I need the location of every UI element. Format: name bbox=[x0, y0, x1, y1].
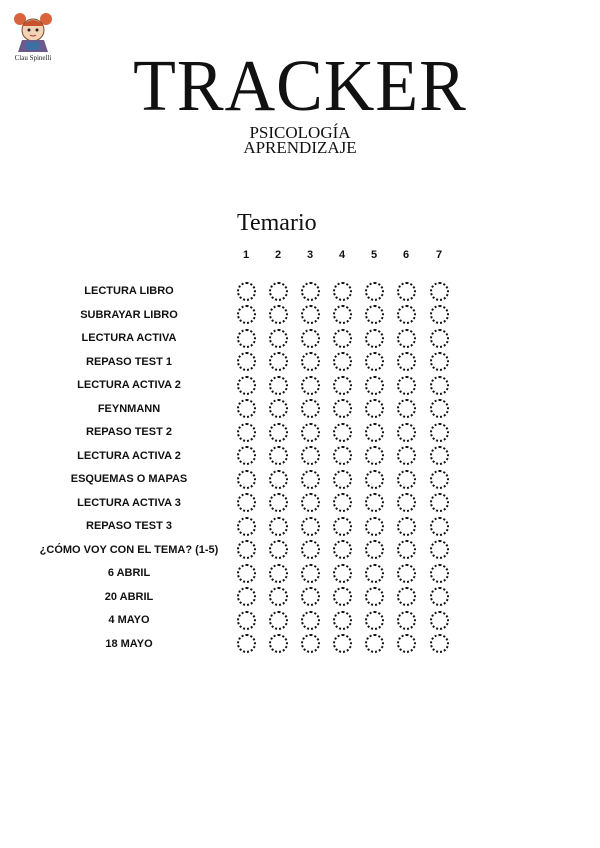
tracker-checkbox[interactable] bbox=[269, 352, 288, 371]
tracker-checkbox[interactable] bbox=[237, 517, 256, 536]
tracker-checkbox[interactable] bbox=[397, 282, 416, 301]
tracker-checkbox[interactable] bbox=[430, 423, 449, 442]
row-label: LECTURA ACTIVA bbox=[81, 332, 177, 344]
tracker-checkbox[interactable] bbox=[430, 352, 449, 371]
tracker-checkbox[interactable] bbox=[333, 634, 352, 653]
tracker-checkbox[interactable] bbox=[301, 470, 320, 489]
tracker-checkbox[interactable] bbox=[269, 399, 288, 418]
column-header: 6 bbox=[402, 249, 410, 261]
tracker-checkbox[interactable] bbox=[237, 470, 256, 489]
tracker-checkbox[interactable] bbox=[365, 517, 384, 536]
tracker-checkbox[interactable] bbox=[430, 399, 449, 418]
row-label: 20 ABRIL bbox=[104, 590, 154, 603]
tracker-checkbox[interactable] bbox=[333, 564, 352, 583]
tracker-checkbox[interactable] bbox=[365, 470, 384, 489]
tracker-checkbox[interactable] bbox=[430, 517, 449, 536]
page-title: TRACKER bbox=[133, 46, 467, 127]
column-header: 2 bbox=[274, 249, 282, 261]
tracker-checkbox[interactable] bbox=[269, 634, 288, 653]
tracker-checkbox[interactable] bbox=[237, 540, 256, 559]
tracker-checkbox[interactable] bbox=[237, 376, 256, 395]
tracker-checkbox[interactable] bbox=[365, 282, 384, 301]
tracker-checkbox[interactable] bbox=[365, 423, 384, 442]
tracker-checkbox[interactable] bbox=[397, 446, 416, 465]
tracker-checkbox[interactable] bbox=[430, 564, 449, 583]
tracker-checkbox[interactable] bbox=[237, 352, 256, 371]
tracker-checkbox[interactable] bbox=[301, 352, 320, 371]
row-label: LECTURA ACTIVA 2 bbox=[77, 449, 181, 462]
tracker-checkbox[interactable] bbox=[237, 493, 256, 512]
row-label: 4 MAYO bbox=[108, 614, 150, 626]
tracker-checkbox[interactable] bbox=[365, 352, 384, 371]
tracker-checkbox[interactable] bbox=[301, 282, 320, 301]
row-label: LECTURA ACTIVA 2 bbox=[77, 379, 181, 391]
tracker-checkbox[interactable] bbox=[333, 329, 352, 348]
tracker-checkbox[interactable] bbox=[430, 493, 449, 512]
tracker-checkbox[interactable] bbox=[430, 376, 449, 395]
tracker-checkbox[interactable] bbox=[397, 423, 416, 442]
tracker-checkbox[interactable] bbox=[237, 587, 256, 606]
tracker-checkbox[interactable] bbox=[269, 564, 288, 583]
section-title: Temario bbox=[237, 210, 317, 236]
tracker-checkbox[interactable] bbox=[397, 376, 416, 395]
tracker-checkbox[interactable] bbox=[430, 282, 449, 301]
tracker-checkbox[interactable] bbox=[333, 423, 352, 442]
tracker-checkbox[interactable] bbox=[397, 399, 416, 418]
row-label: ¿CÓMO VOY CON EL TEMA? (1-5) bbox=[39, 543, 219, 556]
tracker-checkbox[interactable] bbox=[365, 587, 384, 606]
tracker-checkbox[interactable] bbox=[397, 305, 416, 324]
tracker-checkbox[interactable] bbox=[333, 446, 352, 465]
tracker-checkbox[interactable] bbox=[301, 634, 320, 653]
tracker-checkbox[interactable] bbox=[301, 564, 320, 583]
tracker-checkbox[interactable] bbox=[430, 587, 449, 606]
tracker-checkbox[interactable] bbox=[269, 446, 288, 465]
tracker-checkbox[interactable] bbox=[269, 493, 288, 512]
tracker-checkbox[interactable] bbox=[301, 611, 320, 630]
tracker-checkbox[interactable] bbox=[237, 446, 256, 465]
tracker-checkbox[interactable] bbox=[301, 399, 320, 418]
tracker-checkbox[interactable] bbox=[269, 282, 288, 301]
tracker-checkbox[interactable] bbox=[269, 540, 288, 559]
logo-illustration-icon bbox=[8, 10, 58, 54]
tracker-checkbox[interactable] bbox=[237, 282, 256, 301]
tracker-checkbox[interactable] bbox=[333, 540, 352, 559]
row-label: SUBRAYAR LIBRO bbox=[80, 308, 178, 321]
row-label: REPASO TEST 2 bbox=[86, 426, 172, 438]
row-label: REPASO TEST 1 bbox=[86, 355, 172, 368]
column-header: 5 bbox=[370, 249, 378, 261]
tracker-checkbox[interactable] bbox=[365, 493, 384, 512]
tracker-checkbox[interactable] bbox=[333, 305, 352, 324]
tracker-checkbox[interactable] bbox=[269, 376, 288, 395]
tracker-checkbox[interactable] bbox=[430, 305, 449, 324]
column-header: 3 bbox=[306, 249, 314, 261]
column-header: 1 bbox=[242, 249, 250, 261]
tracker-checkbox[interactable] bbox=[397, 564, 416, 583]
tracker-checkbox[interactable] bbox=[269, 587, 288, 606]
tracker-checkbox[interactable] bbox=[237, 305, 256, 324]
tracker-checkbox[interactable] bbox=[430, 540, 449, 559]
tracker-checkbox[interactable] bbox=[365, 540, 384, 559]
tracker-checkbox[interactable] bbox=[397, 540, 416, 559]
tracker-checkbox[interactable] bbox=[301, 446, 320, 465]
tracker-checkbox[interactable] bbox=[333, 493, 352, 512]
tracker-checkbox[interactable] bbox=[365, 399, 384, 418]
tracker-checkbox[interactable] bbox=[397, 634, 416, 653]
subtitle-line-1: PSICOLOGÍA bbox=[249, 123, 351, 142]
tracker-checkbox[interactable] bbox=[269, 470, 288, 489]
column-header: 7 bbox=[435, 249, 443, 261]
tracker-checkbox[interactable] bbox=[333, 399, 352, 418]
logo-credit: Clau Spinelli bbox=[14, 54, 52, 62]
tracker-checkbox[interactable] bbox=[430, 446, 449, 465]
tracker-checkbox[interactable] bbox=[365, 305, 384, 324]
tracker-checkbox[interactable] bbox=[333, 376, 352, 395]
tracker-checkbox[interactable] bbox=[430, 329, 449, 348]
tracker-checkbox[interactable] bbox=[301, 423, 320, 442]
tracker-checkbox[interactable] bbox=[269, 329, 288, 348]
subtitle-line-2: APRENDIZAJE bbox=[243, 138, 357, 157]
tracker-checkbox[interactable] bbox=[365, 634, 384, 653]
tracker-checkbox[interactable] bbox=[365, 329, 384, 348]
row-label: LECTURA ACTIVA 3 bbox=[77, 496, 181, 509]
tracker-checkbox[interactable] bbox=[430, 634, 449, 653]
tracker-checkbox[interactable] bbox=[333, 352, 352, 371]
row-label: ESQUEMAS O MAPAS bbox=[70, 473, 188, 485]
tracker-checkbox[interactable] bbox=[365, 611, 384, 630]
row-label: 18 MAYO bbox=[105, 637, 153, 650]
tracker-checkbox[interactable] bbox=[269, 611, 288, 630]
tracker-checkbox[interactable] bbox=[430, 611, 449, 630]
tracker-checkbox[interactable] bbox=[301, 517, 320, 536]
tracker-checkbox[interactable] bbox=[237, 423, 256, 442]
tracker-checkbox[interactable] bbox=[301, 587, 320, 606]
tracker-checkbox[interactable] bbox=[397, 329, 416, 348]
tracker-checkbox[interactable] bbox=[333, 517, 352, 536]
row-label: FEYNMANN bbox=[97, 402, 161, 415]
tracker-checkbox[interactable] bbox=[365, 564, 384, 583]
tracker-checkbox[interactable] bbox=[269, 517, 288, 536]
tracker-checkbox[interactable] bbox=[237, 611, 256, 630]
tracker-checkbox[interactable] bbox=[365, 446, 384, 465]
row-label: LECTURA LIBRO bbox=[84, 285, 174, 297]
tracker-checkbox[interactable] bbox=[301, 493, 320, 512]
tracker-checkbox[interactable] bbox=[237, 329, 256, 348]
tracker-checkbox[interactable] bbox=[333, 587, 352, 606]
tracker-checkbox[interactable] bbox=[430, 470, 449, 489]
tracker-checkbox[interactable] bbox=[397, 470, 416, 489]
tracker-checkbox[interactable] bbox=[397, 517, 416, 536]
tracker-checkbox[interactable] bbox=[301, 376, 320, 395]
tracker-checkbox[interactable] bbox=[333, 470, 352, 489]
tracker-checkbox[interactable] bbox=[301, 305, 320, 324]
tracker-checkbox[interactable] bbox=[237, 564, 256, 583]
tracker-checkbox[interactable] bbox=[397, 587, 416, 606]
tracker-checkbox[interactable] bbox=[397, 611, 416, 630]
tracker-checkbox[interactable] bbox=[269, 305, 288, 324]
tracker-checkbox[interactable] bbox=[237, 634, 256, 653]
tracker-checkbox[interactable] bbox=[333, 611, 352, 630]
column-header: 4 bbox=[338, 249, 346, 261]
tracker-checkbox[interactable] bbox=[397, 493, 416, 512]
tracker-checkbox[interactable] bbox=[397, 352, 416, 371]
tracker-checkbox[interactable] bbox=[365, 376, 384, 395]
tracker-checkbox[interactable] bbox=[333, 282, 352, 301]
tracker-checkbox[interactable] bbox=[269, 423, 288, 442]
row-label: 6 ABRIL bbox=[107, 567, 151, 579]
tracker-checkbox[interactable] bbox=[237, 399, 256, 418]
row-label: REPASO TEST 3 bbox=[86, 520, 172, 532]
tracker-checkbox[interactable] bbox=[301, 329, 320, 348]
tracker-checkbox[interactable] bbox=[301, 540, 320, 559]
